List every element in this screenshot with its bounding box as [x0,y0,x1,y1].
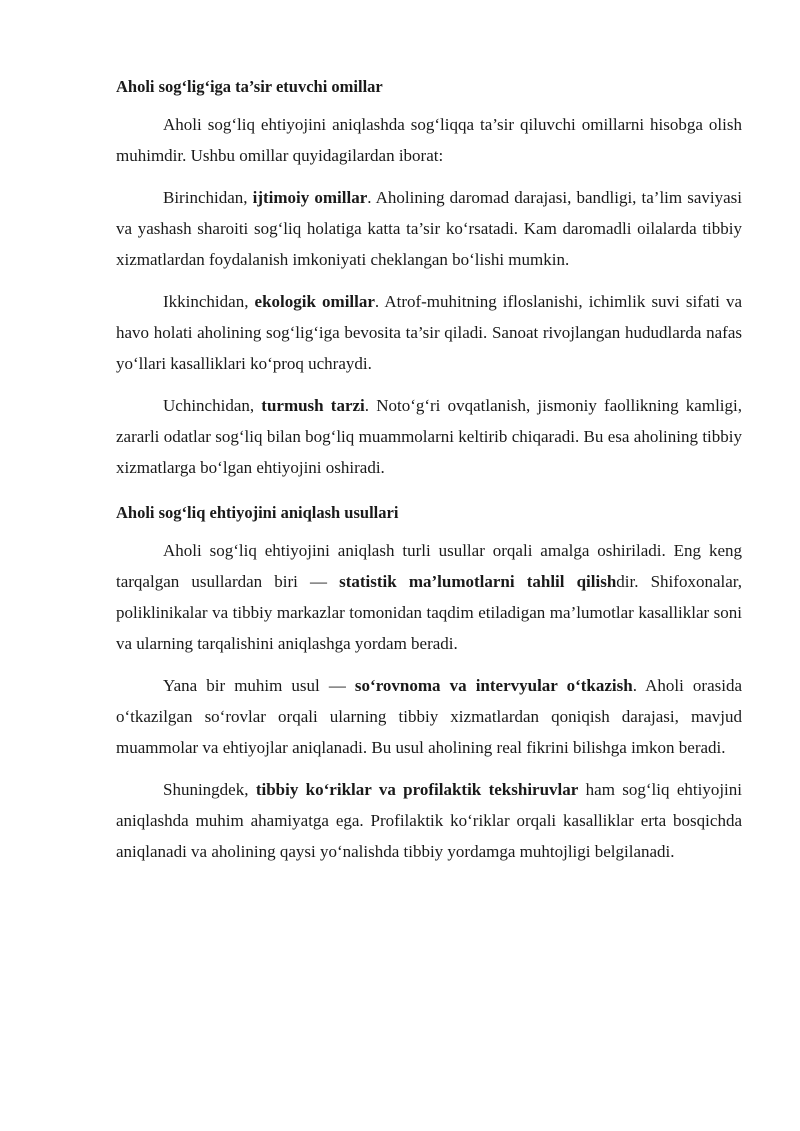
bold-term-social: ijtimoiy omillar [252,188,368,207]
paragraph-lead: Shuningdek, [163,780,256,799]
bold-term-ecological: ekologik omillar [254,292,375,311]
paragraph-lead: Aholi sog‘liq ehtiyojini aniqlash turli usullar orqali amalga oshiriladi. Eng keng tarqalgan usullardan biri — [116,541,742,591]
paragraph-lead: Uchinchidan, [163,396,262,415]
paragraph-ecological-factors [116,286,742,379]
paragraph-social-factors [116,182,742,275]
section-heading-methods: Aholi sog‘liq ehtiyojini aniqlash usullari [116,503,399,522]
paragraph-text: . Noto‘g‘ri ovqatlanish, jismoniy faollikning kamligi, zararli odatlar sog‘liq bilan bog‘liq muammolarni keltirib chiqaradi. Bu esa aholining tibbiy xizmatlarga bo‘lgan ehtiyojini oshiradi. [116,396,742,477]
document-page [116,74,742,878]
paragraph-text: . Atrof-muhitning ifloslanishi, ichimlik suvi sifati va havo holati aholining sog‘lig‘iga bevosita ta’sir qiladi. Sanoat rivojlangan hududlarda nafas yo‘llari kasalliklari ko‘proq uchraydi. [116,292,743,373]
paragraph-text: . Aholining daromad darajasi, bandligi, ta’lim saviyasi va yashash sharoiti sog‘liq holatiga katta ta’sir ko‘rsatadi. Kam daromadli oilalarda tibbiy xizmatlardan foydalanish imkoniyati cheklangan bo‘lishi mumkin. [116,188,742,269]
bold-term-lifestyle: turmush tarzi [261,396,365,415]
paragraph-text: dir. Shifoxonalar, poliklinikalar va tibbiy markazlar tomonidan taqdim etiladigan ma’lumotlar kasalliklar soni va ularning tarqalishini aniqlashga yordam beradi. [116,572,742,653]
paragraph-statistics [116,535,742,659]
paragraph-text: ham sog‘liq ehtiyojini aniqlashda muhim ahamiyatga ega. Profilaktik ko‘riklar orqali kasalliklar erta bosqichda aniqlanadi va aholining qaysi yo‘nalishda tibbiy yordamga muhtojligi belgilanadi. [116,780,743,861]
bold-term-checkups: tibbiy ko‘riklar va profilaktik tekshiruvlar [255,780,579,799]
bold-term-statistics: statistik ma’lumotlarni tahlil qilish [339,572,617,591]
section-heading-factors: Aholi sog‘lig‘iga ta’sir etuvchi omillar [116,77,383,96]
paragraph-intro: Aholi sog‘liq ehtiyojini aniqlashda sog‘liqqa ta’sir qiluvchi omillarni hisobga olish muhimdir. Ushbu omillar quyidagilardan iborat: [116,115,742,165]
paragraph-text: . Aholi orasida o‘tkazilgan so‘rovlar orqali ularning tibbiy xizmatlardan qoniqish darajasi, mavjud muammolar va ehtiyojlar aniqlanadi. Bu usul aholining real fikrini bilishga imkon beradi. [116,676,743,757]
paragraph-lead: Birinchidan, [163,188,253,207]
bold-term-surveys: so‘rovnoma va intervyular o‘tkazish [354,676,633,695]
paragraph-lead: Ikkinchidan, [163,292,255,311]
paragraph-lifestyle [116,390,742,483]
paragraph-lead: Yana bir muhim usul — [163,676,355,695]
paragraph-checkups [116,774,742,867]
paragraph-surveys [116,670,742,763]
